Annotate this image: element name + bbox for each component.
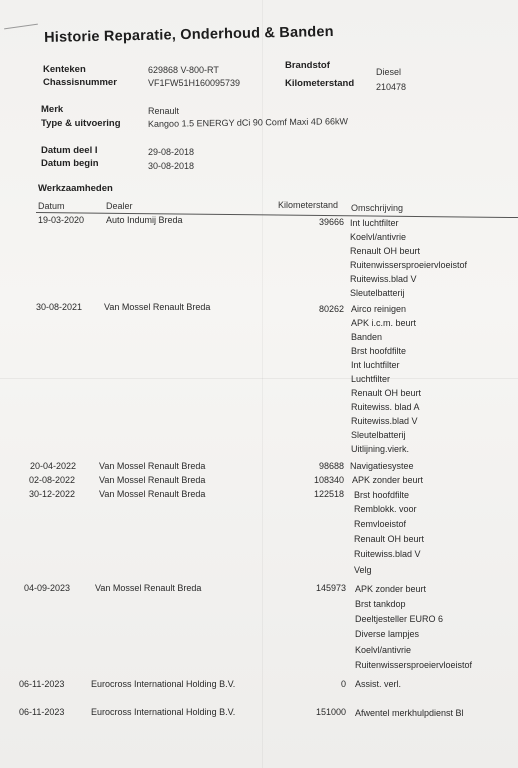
datum-deel-value: 29-08-2018 <box>148 147 195 157</box>
entry-item: Ruitewiss.blad V <box>350 274 417 284</box>
entry-item: Brst hoofdfilte <box>351 346 407 356</box>
entry-item: Int luchtfilter <box>351 360 400 370</box>
datum-begin-value: 30-08-2018 <box>148 161 195 171</box>
entry-item: Deeltjesteller EURO 6 <box>355 614 444 624</box>
col-header-dealer: Dealer <box>106 201 133 211</box>
entry-item: Sleutelbatterij <box>351 430 406 440</box>
entry-km: 0 <box>340 679 346 689</box>
entry-date: 20-04-2022 <box>30 461 77 471</box>
kenteken-label: Kenteken <box>43 64 86 75</box>
entry-date: 30-08-2021 <box>36 302 83 312</box>
entry-dealer: Van Mossel Renault Breda <box>104 302 211 312</box>
entry-dealer: Auto Indumij Breda <box>106 215 183 225</box>
entry-item: APK zonder beurt <box>355 584 427 594</box>
entry-item: Assist. verl. <box>355 679 402 689</box>
datum-begin-label: Datum begin <box>41 158 99 169</box>
entry-km: 122518 <box>313 489 344 499</box>
brandstof-label: Brandstof <box>285 60 330 71</box>
pen-mark <box>4 24 38 30</box>
entry-item: Navigatiesystee <box>350 461 414 471</box>
entry-item: Remblokk. voor <box>354 504 417 514</box>
entry-item: Sleutelbatterij <box>350 288 405 298</box>
kilometerstand-value: 210478 <box>376 82 407 92</box>
entry-dealer: Van Mossel Renault Breda <box>99 475 206 485</box>
entry-item: Diverse lampjes <box>355 629 420 639</box>
page-title: Historie Reparatie, Onderhoud & Banden <box>44 23 334 46</box>
entry-item: Brst hoofdfilte <box>354 490 410 500</box>
entry-item: Ruitenwissersproeiervloeistof <box>355 660 473 670</box>
entry-date: 06-11-2023 <box>19 707 65 717</box>
entry-item: Ruitewiss.blad V <box>354 549 421 559</box>
entry-dealer: Eurocross International Holding B.V. <box>91 679 236 689</box>
entry-item: Banden <box>351 332 383 342</box>
chassis-value: VF1FW51H160095739 <box>148 78 241 88</box>
entry-item: Velg <box>354 565 372 575</box>
entry-date: 02-08-2022 <box>29 475 76 485</box>
merk-value: Renault <box>148 106 180 116</box>
entry-dealer: Van Mossel Renault Breda <box>99 489 206 499</box>
entry-item: Ruitewiss.blad V <box>351 416 418 426</box>
merk-label: Merk <box>41 104 64 115</box>
entry-item: Luchtfilter <box>351 374 391 384</box>
entry-item: APK zonder beurt <box>352 475 424 485</box>
entry-km: 108340 <box>313 475 344 485</box>
brandstof-value: Diesel <box>376 67 402 77</box>
entry-km: 151000 <box>315 707 346 717</box>
entry-km: 145973 <box>315 583 346 593</box>
entry-item: APK i.c.m. beurt <box>351 318 417 328</box>
entry-km: 39666 <box>318 217 344 227</box>
entry-item: Airco reinigen <box>351 304 407 314</box>
kenteken-value: 629868 V-800-RT <box>148 65 219 75</box>
col-header-kilometerstand: Kilometerstand <box>278 200 339 210</box>
entry-item: Ruitenwissersproeiervloeistof <box>350 260 468 270</box>
entry-item: Afwentel merkhulpdienst Bl <box>355 708 464 718</box>
entry-item: Renault OH beurt <box>351 388 422 398</box>
type-label: Type & uitvoering <box>41 118 121 129</box>
entry-item: Int luchtfilter <box>350 218 399 228</box>
entry-item: Brst tankdop <box>355 599 406 609</box>
entry-km: 98688 <box>318 461 344 471</box>
werkzaamheden-heading: Werkzaamheden <box>38 183 113 194</box>
col-header-datum: Datum <box>38 201 65 211</box>
entry-item: Renault OH beurt <box>350 246 421 256</box>
kilometerstand-label: Kilometerstand <box>285 78 355 89</box>
entry-date: 06-11-2023 <box>19 679 65 689</box>
entry-item: Renault OH beurt <box>354 534 425 544</box>
entry-dealer: Van Mossel Renault Breda <box>95 583 202 593</box>
type-value: Kangoo 1.5 ENERGY dCi 90 Comf Maxi 4D 66kW <box>147 116 348 129</box>
entry-date: 30-12-2022 <box>29 489 76 499</box>
paper-fold-vertical <box>262 0 263 768</box>
entry-date: 19-03-2020 <box>38 215 85 225</box>
paper-fold-horizontal <box>0 378 518 379</box>
entry-km: 80262 <box>318 304 344 314</box>
entry-item: Koelvl/antivrie <box>350 232 407 242</box>
chassis-label: Chassisnummer <box>43 77 117 88</box>
entry-dealer: Eurocross International Holding B.V. <box>91 707 236 717</box>
entry-item: Ruitewiss. blad A <box>351 402 420 412</box>
col-header-omschrijving: Omschrijving <box>351 203 404 213</box>
datum-deel-label: Datum deel I <box>41 145 98 156</box>
entry-date: 04-09-2023 <box>24 583 71 593</box>
entry-item: Remvloeistof <box>354 519 407 529</box>
entry-dealer: Van Mossel Renault Breda <box>99 461 206 471</box>
entry-item: Koelvl/antivrie <box>355 645 412 655</box>
entry-item: Uitlijning.vierk. <box>351 444 410 454</box>
